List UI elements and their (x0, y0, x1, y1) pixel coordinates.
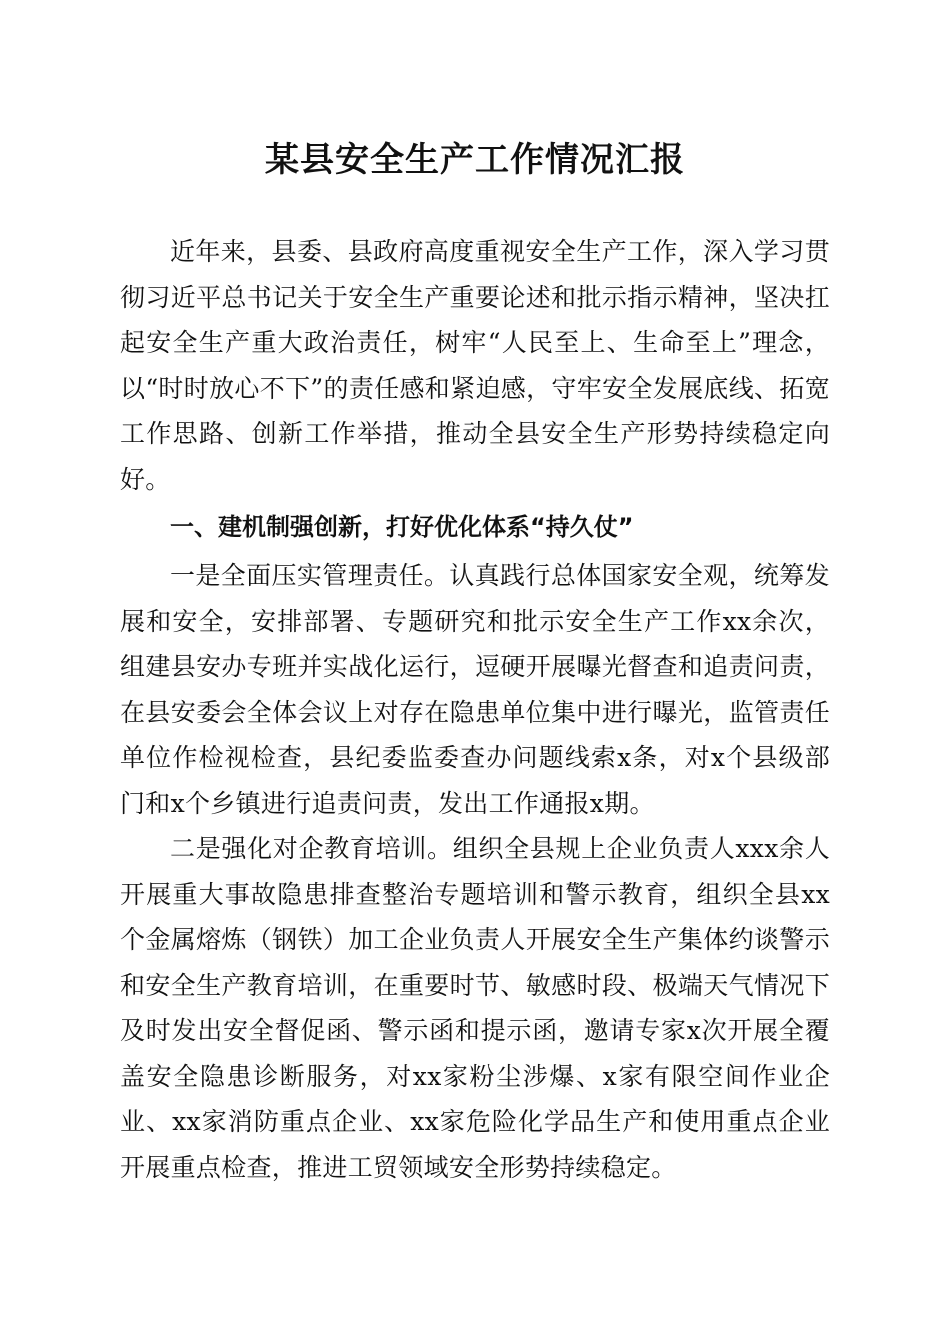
document-body (120, 229, 830, 1190)
section-heading: 一、建机制强创新，打好优化体系“持久仗” (170, 513, 634, 541)
item-lead-1: 一是全面压实管理责任。 (170, 561, 450, 590)
item-lead-2: 二是强化对企教育培训。 (170, 834, 453, 863)
item-text-2: 组织全县规上企业负责人xxx余人开展重大事故隐患排查整治专题培训和警示教育，组织全县xx个金属熔炼（钢铁）加工企业负责人开展安全生产集体约谈警示和安全生产教育培训，在重要时节、敏感时段、极端天气情况下及时发出安全督促函、警示函和提示函，邀请专家x次开展全覆盖安全隐患诊断服务，对xx家粉尘涉爆、x家有限空间作业企业、xx家消防重点企业、xx家危险化学品生产和使用重点企业开展重点检查，推进工贸领域安全形势持续稳定。 (120, 834, 830, 1182)
intro-paragraph: 近年来，县委、县政府高度重视安全生产工作，深入学习贯彻习近平总书记关于安全生产重要论述和批示指示精神，坚决扛起安全生产重大政治责任，树牢“人民至上、生命至上”理念，以“时时放心不下”的责任感和紧迫感，守牢安全发展底线、拓宽工作思路、创新工作举措，推动全县安全生产形势持续稳定向好。 (120, 237, 830, 494)
item-paragraph-2 (120, 826, 830, 1190)
item-paragraph-1 (120, 553, 830, 826)
item-text-1: 认真践行总体国家安全观，统筹发展和安全，安排部署、专题研究和批示安全生产工作xx余次，组建县安办专班并实战化运行，逗硬开展曝光督查和追责问责，在县安委会全体会议上对存在隐患单位集中进行曝光，监管责任单位作检视检查，县纪委监委查办问题线索x条，对x个县级部门和x个乡镇进行追责问责，发出工作通报x期。 (120, 561, 830, 818)
document-title: 某县安全生产工作情况汇报 (265, 140, 685, 180)
